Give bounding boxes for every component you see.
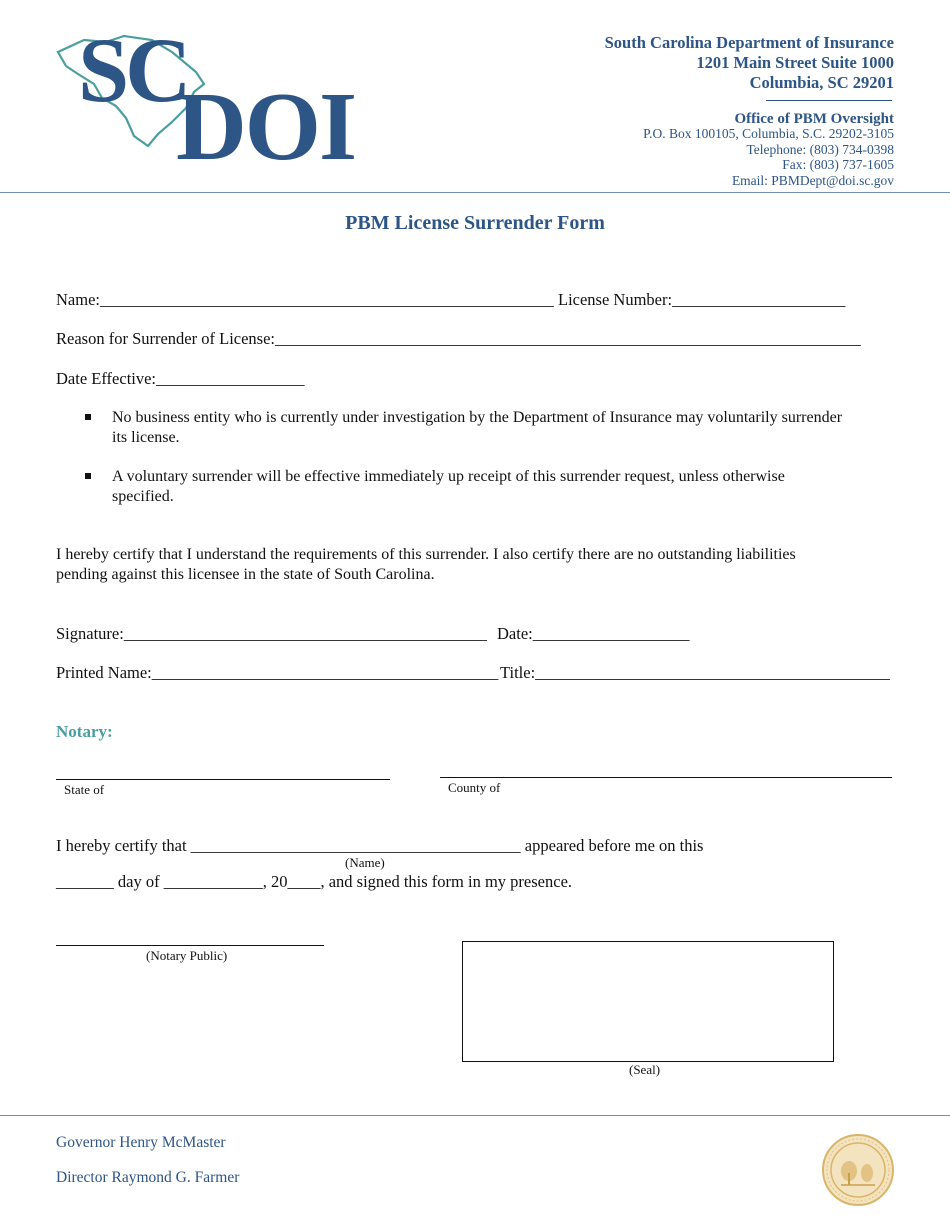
footer-director: Director Raymond G. Farmer — [56, 1169, 240, 1186]
certify-text-1: I hereby certify that I understand the requirements of this surrender. I also certify there are no outstanding liabilities — [56, 546, 796, 563]
date-effective-field[interactable]: Date Effective:__________________ — [56, 369, 305, 388]
office-name: Office of PBM Oversight — [734, 111, 894, 127]
office-telephone: Telephone: (803) 734-0398 — [746, 142, 894, 157]
state-seal-icon — [821, 1133, 895, 1207]
dept-address-1: 1201 Main Street Suite 1000 — [696, 53, 894, 72]
footer-governor: Governor Henry McMaster — [56, 1134, 226, 1151]
notary-certify-line[interactable]: I hereby certify that ________________________________________ appeared before me on this — [56, 836, 704, 855]
printed-name-field[interactable]: Printed Name:__________________________________________ — [56, 663, 499, 682]
notary-public-label: (Notary Public) — [146, 948, 228, 963]
county-of-label: County of — [448, 780, 501, 795]
signature-date-field[interactable]: Date:___________________ — [497, 624, 690, 643]
license-number-field[interactable]: License Number:_____________________ — [558, 290, 846, 309]
form-title: PBM License Surrender Form — [345, 212, 605, 234]
reason-field[interactable]: Reason for Surrender of License:_______________________________________________________________________ — [56, 329, 861, 348]
name-caption: (Name) — [345, 855, 385, 870]
header-divider — [766, 100, 892, 101]
footer-rule — [0, 1115, 950, 1116]
state-of-label: State of — [64, 782, 105, 797]
bullet-2-line-2: specified. — [112, 488, 174, 505]
logo-sc-text: SC — [78, 19, 188, 121]
seal-box — [462, 941, 834, 1062]
header-rule — [0, 192, 950, 193]
name-field[interactable]: Name:_______________________________________________________ — [56, 290, 554, 309]
bullet-2-line-1: A voluntary surrender will be effective immediately up receipt of this surrender request, unless otherwise — [112, 468, 785, 485]
bullet-1-line-2: its license. — [112, 429, 180, 446]
county-of-line[interactable] — [440, 777, 892, 778]
logo-doi-text: DOI — [176, 73, 356, 181]
dept-address-2: Columbia, SC 29201 — [749, 73, 894, 92]
notary-heading: Notary: — [56, 722, 113, 741]
bullet-marker — [85, 473, 91, 479]
title-field[interactable]: Title:___________________________________________ — [500, 663, 890, 682]
notary-public-signature-line[interactable] — [56, 945, 324, 946]
state-of-line[interactable] — [56, 779, 390, 780]
notary-day-line[interactable]: _______ day of ____________, 20____, and signed this form in my presence. — [56, 872, 573, 891]
office-email[interactable]: Email: PBMDept@doi.sc.gov — [731, 173, 894, 188]
seal-label: (Seal) — [629, 1062, 661, 1077]
office-fax: Fax: (803) 737-1605 — [782, 157, 894, 172]
bullet-1-line-1: No business entity who is currently under investigation by the Department of Insurance may voluntarily surrender — [112, 409, 843, 426]
certify-text-2: pending against this licensee in the state of South Carolina. — [56, 566, 435, 583]
dept-name: South Carolina Department of Insurance — [604, 33, 894, 52]
bullet-marker — [85, 414, 91, 420]
signature-field[interactable]: Signature:____________________________________________ — [56, 624, 487, 643]
office-pobox: P.O. Box 100105, Columbia, S.C. 29202-3105 — [643, 126, 894, 141]
